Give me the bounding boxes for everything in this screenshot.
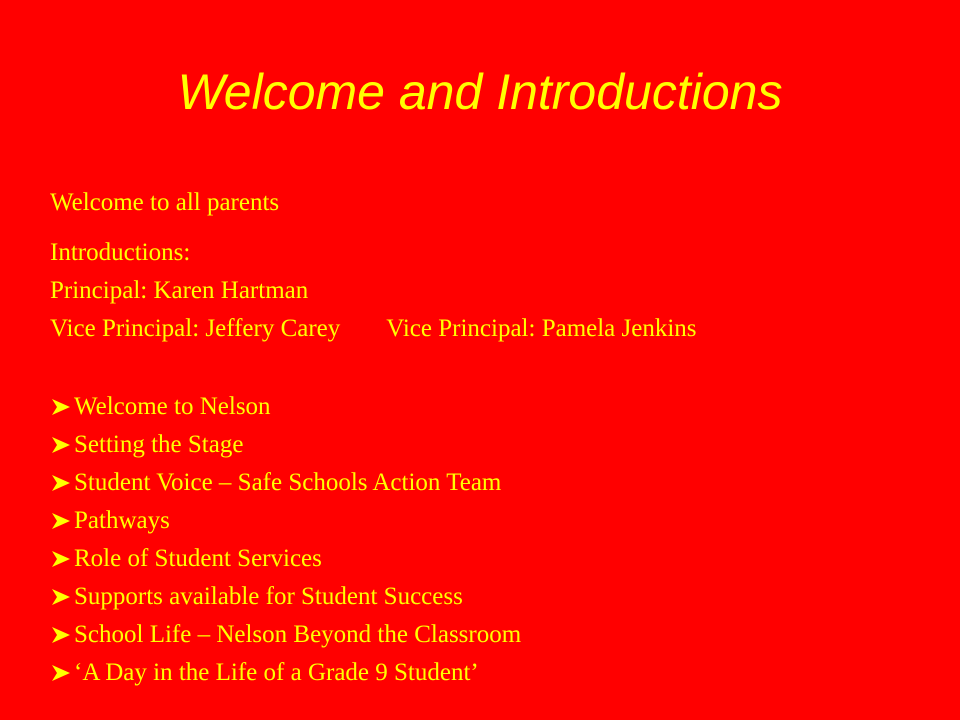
agenda-item-label: School Life – Nelson Beyond the Classroom — [74, 621, 522, 648]
principal-line: Principal: Karen Hartman — [50, 277, 309, 304]
arrow-bullet-icon — [50, 511, 72, 531]
arrow-bullet-icon — [50, 435, 72, 455]
agenda-item — [50, 464, 521, 502]
agenda-item-label: Welcome to Nelson — [74, 393, 271, 420]
arrow-bullet-icon — [50, 663, 72, 683]
arrow-bullet-icon — [50, 397, 72, 417]
agenda-list — [50, 388, 521, 692]
agenda-item — [50, 616, 521, 654]
agenda-item-label: Pathways — [74, 507, 170, 534]
vice-principal-2: Vice Principal: Pamela Jenkins — [386, 315, 697, 342]
agenda-item — [50, 578, 521, 616]
agenda-item — [50, 502, 521, 540]
agenda-item — [50, 540, 521, 578]
arrow-bullet-icon — [50, 625, 72, 645]
slide-title: Welcome and Introductions — [177, 64, 783, 120]
arrow-bullet-icon — [50, 549, 72, 569]
agenda-item-label: Setting the Stage — [74, 431, 244, 458]
arrow-bullet-icon — [50, 473, 72, 493]
agenda-item — [50, 388, 521, 426]
agenda-item-label: Role of Student Services — [74, 545, 322, 572]
agenda-item-label: Supports available for Student Success — [74, 583, 463, 610]
agenda-item-label: ‘A Day in the Life of a Grade 9 Student’ — [74, 659, 479, 686]
introductions-block — [50, 234, 697, 348]
vice-principals-line — [50, 310, 697, 348]
agenda-item — [50, 654, 521, 692]
arrow-bullet-icon — [50, 587, 72, 607]
agenda-item — [50, 426, 521, 464]
introductions-label: Introductions: — [50, 239, 191, 266]
agenda-item-label: Student Voice – Safe Schools Action Team — [74, 469, 502, 496]
welcome-line: Welcome to all parents — [50, 189, 280, 216]
vice-principal-1: Vice Principal: Jeffery Carey — [50, 315, 341, 342]
